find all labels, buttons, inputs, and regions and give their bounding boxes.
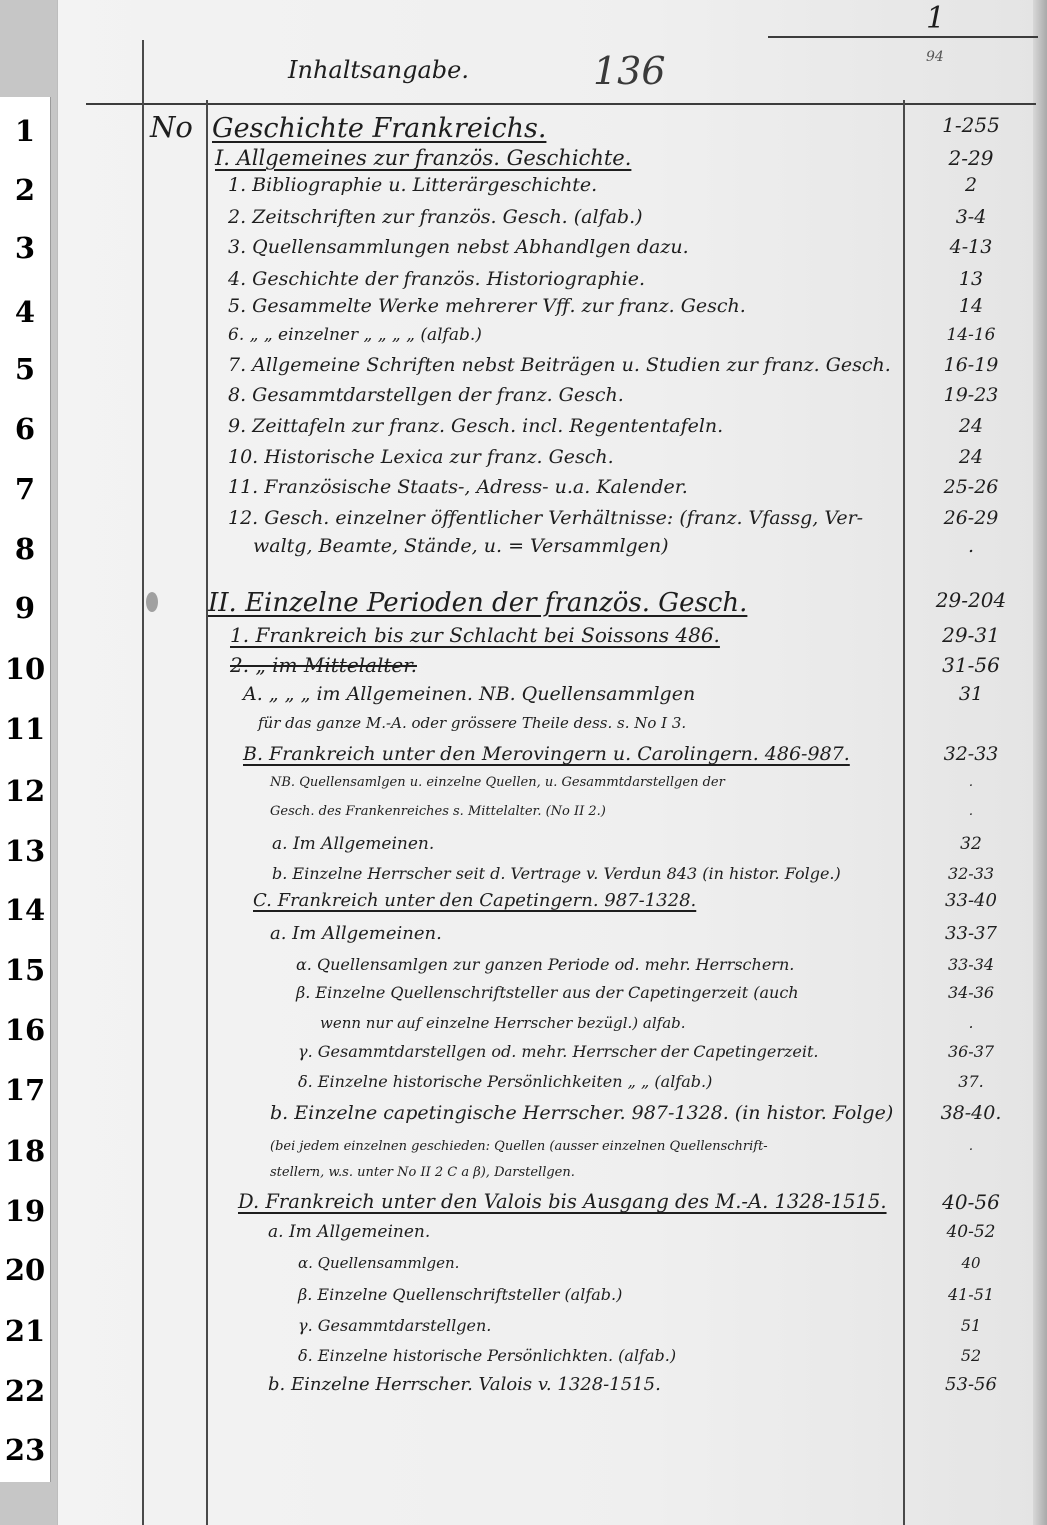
- contents-entry-title: 4. Geschichte der französ. Historiographie.: [228, 268, 645, 290]
- contents-entry-pages: 52: [960, 1346, 982, 1365]
- line-number: 6: [14, 412, 36, 446]
- contents-entry-title: waltg, Beamte, Stände, u. = Versammlgen): [253, 535, 669, 557]
- contents-entry-title: 11. Französische Staats-, Adress- u.a. Kalender.: [228, 476, 688, 498]
- contents-entry-pages: 32-33: [943, 743, 999, 765]
- line-number: 14: [4, 893, 46, 927]
- contents-entry-pages: 14: [958, 295, 984, 317]
- contents-entry-title: γ. Gesammtdarstellgen.: [298, 1316, 492, 1335]
- contents-entry-title: b. Einzelne Herrscher seit d. Vertrage v. Verdun 843 (in histor. Folge.): [272, 864, 841, 883]
- contents-entry-title: 12. Gesch. einzelner öffentlicher Verhältnisse: (franz. Vfassg, Ver-: [228, 507, 864, 529]
- contents-entry-pages: 24: [958, 446, 984, 468]
- line-number: 12: [4, 774, 46, 808]
- contents-entry-pages: 31: [958, 683, 984, 705]
- contents-entry-pages: 29-204: [935, 588, 1007, 612]
- entry-number-label: No: [150, 110, 193, 144]
- contents-entry-pages: 51: [960, 1316, 982, 1335]
- manuscript-page: [58, 0, 1047, 1525]
- contents-entry-pages: 14-16: [946, 325, 996, 345]
- top-ruled-line: [768, 36, 1038, 38]
- page-edge-shadow: [1033, 0, 1047, 1525]
- contents-entry-pages: 53-56: [945, 1374, 997, 1395]
- line-number: 15: [4, 953, 46, 987]
- contents-entry-title: Gesch. des Frankenreiches s. Mittelalter. (No II 2.): [270, 804, 606, 819]
- contents-entry-title: 2. Zeitschriften zur französ. Gesch. (alfab.): [228, 206, 643, 228]
- contents-entry-pages: 26-29: [943, 507, 999, 529]
- number-column-rule: [206, 100, 208, 1525]
- contents-entry-pages: 33-40: [945, 890, 997, 911]
- contents-entry-title: γ. Gesammtdarstellgen od. mehr. Herrscher der Capetingerzeit.: [298, 1042, 819, 1061]
- contents-entry-title: 10. Historische Lexica zur franz. Gesch.: [228, 446, 614, 468]
- line-number: 11: [4, 712, 46, 746]
- line-number: 16: [4, 1013, 46, 1047]
- contents-entry-pages: .: [968, 1139, 974, 1154]
- line-number: 5: [14, 352, 36, 386]
- contents-entry-pages: 38-40.: [940, 1102, 1002, 1124]
- ink-smudge: [146, 592, 158, 612]
- contents-entry-title: Geschichte Frankreichs.: [212, 113, 547, 144]
- contents-entry-title: β. Einzelne Quellenschriftsteller (alfab.): [298, 1285, 623, 1304]
- contents-entry-pages: .: [967, 535, 975, 557]
- line-number: 21: [4, 1314, 46, 1348]
- line-number: 9: [14, 591, 36, 625]
- contents-entry-pages: 41-51: [947, 1285, 995, 1304]
- contents-entry-pages: 37.: [958, 1072, 984, 1091]
- header-ruled-line: [86, 103, 1036, 105]
- contents-entry-pages: 1-255: [942, 113, 1000, 137]
- contents-entry-title: α. Quellensammlgen.: [298, 1254, 460, 1272]
- contents-entry-pages: 24: [958, 415, 984, 437]
- contents-entry-title: a. Im Allgemeinen.: [270, 923, 442, 944]
- left-column-rule: [142, 40, 144, 1525]
- contents-entry-title: δ. Einzelne historische Persönlichkeiten „ „ (alfab.): [298, 1072, 713, 1091]
- line-number: 23: [4, 1433, 46, 1467]
- contents-entry-title: wenn nur auf einzelne Herrscher bezügl.) alfab.: [320, 1014, 686, 1032]
- contents-entry-title: 1. Bibliographie u. Litterärgeschichte.: [228, 174, 598, 196]
- contents-entry-pages: .: [968, 775, 974, 790]
- line-number: 20: [4, 1253, 46, 1287]
- contents-entry-title: 6. „ „ einzelner „ „ „ „ (alfab.): [228, 325, 482, 345]
- line-number: 7: [14, 472, 36, 506]
- contents-entry-pages: 33-34: [947, 955, 995, 974]
- contents-entry-title: 2. „ im Mittelalter.: [230, 653, 417, 677]
- line-number: 13: [4, 834, 46, 868]
- contents-entry-pages: 40-56: [942, 1190, 1000, 1214]
- folio-subnumber: 94: [926, 49, 944, 65]
- contents-entry-pages: 40-52: [946, 1222, 996, 1242]
- contents-entry-title: b. Einzelne Herrscher. Valois v. 1328-1515.: [268, 1374, 661, 1395]
- contents-entry-pages: 4-13: [949, 236, 993, 258]
- line-number: 4: [14, 295, 36, 329]
- line-number: 18: [4, 1134, 46, 1168]
- line-number: 1: [14, 114, 36, 148]
- contents-entry-title: β. Einzelne Quellenschriftsteller aus der Capetingerzeit (auch: [296, 983, 799, 1002]
- contents-entry-title: 1. Frankreich bis zur Schlacht bei Soissons 486.: [230, 623, 720, 647]
- line-number: 19: [4, 1194, 46, 1228]
- contents-entry-pages: 16-19: [943, 354, 999, 376]
- contents-entry-pages: 2-29: [948, 146, 994, 170]
- contents-entry-title: A. „ „ „ im Allgemeinen. NB. Quellensammlgen: [243, 683, 696, 705]
- contents-entry-pages: 19-23: [943, 384, 999, 406]
- line-number: 22: [4, 1374, 46, 1408]
- page-title: Inhaltsangabe.: [288, 56, 469, 84]
- volume-number: 136: [593, 49, 666, 93]
- contents-entry-title: a. Im Allgemeinen.: [268, 1222, 431, 1242]
- contents-entry-pages: 25-26: [943, 476, 999, 498]
- contents-entry-title: 5. Gesammelte Werke mehrerer Vff. zur franz. Gesch.: [228, 295, 746, 317]
- line-number: 10: [4, 652, 46, 686]
- contents-entry-title: B. Frankreich unter den Merovingern u. Carolingern. 486-987.: [243, 743, 850, 765]
- contents-entry-title: für das ganze M.-A. oder grössere Theile dess. s. No I 3.: [258, 714, 687, 732]
- contents-entry-title: I. Allgemeines zur französ. Geschichte.: [215, 146, 632, 170]
- contents-entry-title: 3. Quellensammlungen nebst Abhandlgen dazu.: [228, 236, 689, 258]
- contents-entry-pages: 3-4: [955, 206, 987, 228]
- contents-entry-title: b. Einzelne capetingische Herrscher. 987-1328. (in histor. Folge): [270, 1102, 894, 1124]
- contents-entry-title: a. Im Allgemeinen.: [272, 834, 435, 854]
- folio-number: 1: [926, 1, 946, 36]
- pages-column-rule: [903, 100, 905, 1525]
- contents-entry-title: stellern, w.s. unter No II 2 C a β), Darstellgen.: [270, 1165, 575, 1180]
- contents-entry-pages: 33-37: [945, 923, 997, 944]
- contents-entry-title: α. Quellensamlgen zur ganzen Periode od. mehr. Herrschern.: [296, 955, 795, 974]
- contents-entry-pages: .: [968, 1014, 974, 1032]
- contents-entry-pages: 31-56: [942, 653, 1000, 677]
- contents-entry-pages: 40: [961, 1254, 981, 1272]
- contents-entry-title: II. Einzelne Perioden der französ. Gesch.: [208, 588, 748, 618]
- contents-entry-title: 7. Allgemeine Schriften nebst Beiträgen u. Studien zur franz. Gesch.: [228, 354, 891, 376]
- line-number: 2: [14, 173, 36, 207]
- contents-entry-pages: 2: [964, 174, 978, 196]
- contents-entry-pages: 36-37: [947, 1042, 995, 1061]
- contents-entry-title: 8. Gesammtdarstellgen der franz. Gesch.: [228, 384, 624, 406]
- contents-entry-pages: .: [968, 804, 974, 819]
- line-number: 3: [14, 231, 36, 265]
- contents-entry-title: C. Frankreich unter den Capetingern. 987-1328.: [253, 890, 697, 911]
- line-number-ruler: [0, 97, 51, 1482]
- contents-entry-title: NB. Quellensamlgen u. einzelne Quellen, u. Gesammtdarstellgen der: [270, 775, 725, 790]
- line-number: 17: [4, 1073, 46, 1107]
- line-number: 8: [14, 532, 36, 566]
- contents-entry-title: (bei jedem einzelnen geschieden: Quellen (ausser einzelnen Quellenschrift-: [270, 1139, 768, 1154]
- contents-entry-title: 9. Zeittafeln zur franz. Gesch. incl. Regententafeln.: [228, 415, 724, 437]
- contents-entry-pages: 32-33: [947, 864, 995, 883]
- contents-entry-pages: 13: [958, 268, 984, 290]
- contents-entry-title: δ. Einzelne historische Persönlichkten. (alfab.): [298, 1346, 677, 1365]
- contents-entry-pages: 34-36: [947, 983, 995, 1002]
- contents-entry-pages: 29-31: [942, 623, 1000, 647]
- contents-entry-title: D. Frankreich unter den Valois bis Ausgang des M.-A. 1328-1515.: [238, 1190, 887, 1213]
- contents-entry-pages: 32: [960, 834, 982, 854]
